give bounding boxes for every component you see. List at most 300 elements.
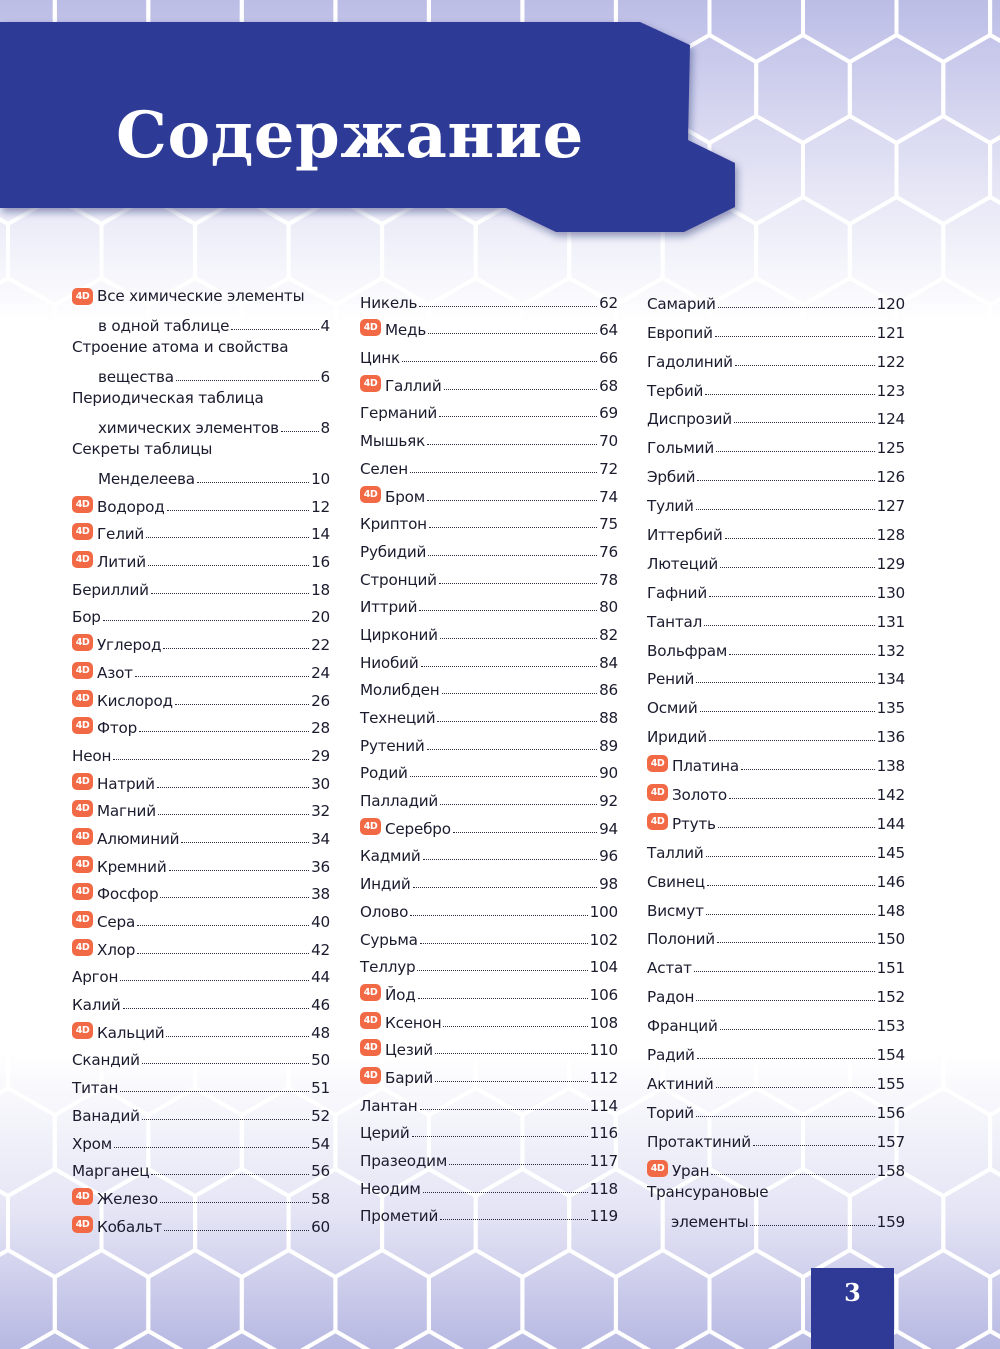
toc-entry[interactable] (647, 775, 905, 804)
toc-entry-label: Бериллий (72, 580, 149, 599)
4d-badge-icon: 4D (647, 755, 668, 772)
dot-leader (428, 333, 597, 334)
toc-entry-label: Торий (647, 1103, 694, 1122)
toc-entry-label: Кальций (97, 1023, 165, 1042)
dot-leader (120, 1091, 309, 1092)
toc-entry[interactable] (647, 457, 905, 486)
toc-entry-label: Хлор (97, 940, 136, 959)
toc-entry[interactable] (72, 765, 330, 793)
toc-page-number: 123 (876, 381, 905, 400)
4d-badge-icon: 4D (72, 634, 93, 651)
toc-entry[interactable] (72, 654, 330, 682)
hexagon-shape (0, 1088, 55, 1196)
toc-entry[interactable] (647, 313, 905, 342)
toc-page-number: 88 (599, 709, 618, 727)
toc-entry[interactable] (360, 312, 618, 340)
toc-entry[interactable] (72, 793, 330, 821)
toc-entry[interactable] (72, 599, 330, 627)
toc-page-number: 40 (311, 913, 330, 931)
toc-page-number: 136 (876, 728, 905, 747)
toc-page-number: 92 (599, 792, 618, 811)
toc-entry-line (72, 386, 330, 410)
toc-entry[interactable] (647, 717, 905, 746)
toc-entry[interactable] (647, 688, 905, 717)
toc-entry[interactable] (647, 660, 905, 689)
toc-entry-label: Алюминий (97, 829, 180, 848)
hexagon-shape (990, 602, 1000, 710)
toc-entry[interactable] (647, 602, 905, 631)
toc-entry-line (72, 308, 330, 335)
toc-entry-label: Золото (672, 786, 727, 805)
toc-entry[interactable] (72, 284, 330, 335)
4d-badge-icon: 4D (72, 690, 93, 707)
toc-entry-label: Таллий (647, 843, 704, 862)
dot-leader (157, 787, 309, 788)
hexagon-shape (289, 1331, 383, 1349)
toc-entry-label: Мышьяк (360, 432, 426, 451)
toc-entry[interactable] (72, 626, 330, 654)
toc-page-number: 138 (876, 757, 905, 776)
dot-leader (420, 1109, 588, 1110)
toc-entry[interactable] (360, 450, 618, 478)
toc-entry[interactable] (72, 571, 330, 599)
toc-entry-label: Платина (672, 757, 739, 776)
4d-badge-icon: 4D (72, 717, 93, 734)
toc-page-number: 58 (311, 1189, 330, 1208)
4d-badge-icon: 4D (72, 773, 93, 790)
toc-entry[interactable] (72, 386, 330, 437)
dot-leader (419, 610, 597, 611)
toc-entry-label: Актиний (647, 1074, 714, 1093)
hexagon-shape (990, 278, 1000, 386)
toc-entry-label: Уран (672, 1161, 710, 1180)
dot-leader (717, 942, 875, 943)
dot-leader (123, 1008, 310, 1009)
toc-entry[interactable] (647, 400, 905, 429)
dot-leader (176, 380, 319, 381)
4d-badge-icon: 4D (360, 1039, 381, 1056)
toc-entry[interactable] (360, 1142, 618, 1170)
toc-entry[interactable] (647, 1035, 905, 1064)
toc-entry-line (72, 335, 330, 359)
toc-entry-line (72, 461, 330, 488)
toc-entry-label: Тантал (647, 612, 703, 631)
toc-entry[interactable] (72, 437, 330, 488)
4d-badge-icon: 4D (360, 1012, 381, 1029)
hexagon-shape (522, 1250, 616, 1349)
hexagon-shape (897, 926, 991, 1034)
toc-entry-label: Фтор (97, 719, 138, 738)
toc-entry[interactable] (647, 804, 905, 833)
toc-entry-label: Медь (385, 321, 427, 340)
dot-leader (120, 980, 309, 981)
hexagon-shape (943, 845, 1000, 953)
toc-entry[interactable] (647, 428, 905, 457)
toc-page-number: 86 (599, 681, 618, 700)
toc-entry[interactable] (360, 893, 618, 921)
page-number: 3 (811, 1268, 894, 1349)
toc-entry[interactable] (72, 903, 330, 931)
toc-page-number: 127 (876, 497, 905, 516)
toc-entry-label: Осмий (647, 699, 698, 718)
toc-entry-label: Периодическая таблица (72, 389, 264, 407)
toc-entry[interactable] (72, 737, 330, 765)
toc-page-number: 14 (311, 525, 330, 544)
toc-entry-label: Титан (72, 1079, 119, 1098)
toc-entry-label: Менделеева (98, 470, 195, 488)
hexagon-shape (897, 602, 991, 710)
toc-page-number: 46 (311, 996, 330, 1015)
dot-leader (735, 365, 875, 366)
hexagon-shape (0, 1331, 8, 1349)
toc-entry-label: Ванадий (72, 1106, 140, 1125)
dot-leader (113, 759, 309, 760)
toc-page-number: 52 (311, 1106, 330, 1125)
toc-entry[interactable] (647, 631, 905, 660)
dot-leader (442, 693, 598, 694)
dot-leader (729, 654, 874, 655)
toc-page-number: 146 (876, 872, 905, 891)
toc-entry[interactable] (72, 710, 330, 738)
toc-entry[interactable] (360, 422, 618, 450)
dot-leader (444, 389, 598, 390)
dot-leader (410, 915, 587, 916)
toc-entry[interactable] (72, 1069, 330, 1097)
toc-entry[interactable] (360, 1115, 618, 1143)
toc-entry-label: Аргон (72, 968, 119, 987)
toc-entry-label: Свинец (647, 872, 705, 891)
hexagon-shape (476, 1331, 570, 1349)
toc-page-number: 126 (876, 468, 905, 487)
toc-page-number: 152 (876, 988, 905, 1007)
toc-entry[interactable] (72, 516, 330, 544)
dot-leader (181, 842, 309, 843)
4d-badge-icon: 4D (360, 1067, 381, 1084)
toc-entry[interactable] (647, 1151, 905, 1180)
toc-entry-label: Иттербий (647, 526, 723, 545)
dot-leader (175, 704, 309, 705)
dot-leader (429, 527, 597, 528)
toc-entry-label: Иттрий (360, 598, 418, 617)
4d-badge-icon: 4D (72, 496, 93, 513)
toc-entry-label: Бром (385, 487, 426, 506)
toc-entry[interactable] (647, 1093, 905, 1122)
dot-leader (423, 1192, 588, 1193)
toc-entry-label: Водород (97, 497, 165, 516)
toc-page-number: 60 (311, 1217, 330, 1236)
toc-entry[interactable] (647, 515, 905, 544)
dot-leader (142, 1063, 309, 1064)
toc-entry[interactable] (360, 1198, 618, 1226)
dot-leader (453, 832, 597, 833)
toc-entry[interactable] (360, 616, 618, 644)
toc-entry-label: Марганец (72, 1162, 150, 1181)
toc-entry-label: Рутений (360, 736, 425, 755)
4d-badge-icon: 4D (72, 1216, 93, 1233)
toc-entry-label: Секреты таблицы (72, 440, 213, 458)
toc-page-number: 154 (876, 1046, 905, 1065)
toc-page-number: 145 (876, 843, 905, 862)
hexagon-shape (0, 440, 55, 548)
toc-entry-label: Иридий (647, 728, 707, 747)
toc-entry[interactable] (360, 1087, 618, 1115)
toc-entry[interactable] (647, 746, 905, 775)
toc-entry[interactable] (72, 1208, 330, 1236)
toc-page-number: 54 (311, 1134, 330, 1153)
toc-page-number: 84 (599, 653, 618, 672)
toc-entry[interactable] (72, 1014, 330, 1042)
toc-page-number: 34 (311, 829, 330, 848)
toc-entry[interactable] (647, 891, 905, 920)
dot-leader (420, 943, 588, 944)
toc-entry-label: Радон (647, 988, 695, 1007)
toc-entry-label: Углерод (97, 636, 162, 655)
toc-entry[interactable] (360, 727, 618, 755)
4d-badge-icon: 4D (72, 883, 93, 900)
toc-entry[interactable] (72, 931, 330, 959)
toc-entry-label: Галлий (385, 376, 442, 395)
toc-page-number: 159 (876, 1212, 905, 1231)
dot-leader (114, 1147, 309, 1148)
toc-page-number: 50 (311, 1051, 330, 1070)
dot-leader (704, 625, 874, 626)
toc-entry-label: Рений (647, 670, 695, 689)
toc-entry[interactable] (360, 644, 618, 672)
toc-entry-label: Фосфор (97, 885, 159, 904)
toc-page-number: 44 (311, 968, 330, 987)
4d-badge-icon: 4D (72, 662, 93, 679)
toc-entry[interactable] (647, 977, 905, 1006)
toc-entry[interactable] (360, 1004, 618, 1032)
dot-leader (419, 306, 597, 307)
toc-entry[interactable] (72, 848, 330, 876)
toc-entry[interactable] (360, 339, 618, 367)
toc-entry[interactable] (647, 1064, 905, 1093)
toc-entry-line (647, 1204, 905, 1231)
toc-entry[interactable] (360, 589, 618, 617)
toc-entry[interactable] (647, 1006, 905, 1035)
toc-entry-label: Церий (360, 1124, 410, 1143)
toc-entry[interactable] (72, 1153, 330, 1181)
toc-entry[interactable] (72, 820, 330, 848)
hexagon-shape (943, 359, 1000, 467)
toc-entry[interactable] (360, 533, 618, 561)
4d-badge-icon: 4D (647, 784, 668, 801)
dot-leader (725, 538, 875, 539)
toc-entry-label: Висмут (647, 901, 704, 920)
hexagon-shape (897, 1088, 991, 1196)
toc-page-number: 62 (599, 293, 618, 312)
toc-page-number: 66 (599, 349, 618, 368)
toc-entry[interactable] (647, 1122, 905, 1151)
toc-column-1 (72, 284, 330, 1236)
toc-entry[interactable] (360, 1170, 618, 1198)
toc-entry-label: Натрий (97, 774, 155, 793)
toc-entry-label: Цинк (360, 349, 400, 368)
toc-page-number: 48 (311, 1023, 330, 1042)
hexagon-shape (195, 1331, 289, 1349)
toc-entry[interactable] (72, 488, 330, 516)
toc-entry[interactable] (647, 833, 905, 862)
toc-entry[interactable] (360, 478, 618, 506)
toc-entry[interactable] (72, 1042, 330, 1070)
toc-entry[interactable] (72, 986, 330, 1014)
toc-entry-label: Тулий (647, 497, 694, 516)
4d-badge-icon: 4D (72, 1188, 93, 1205)
toc-entry[interactable] (647, 862, 905, 891)
dot-leader (166, 1036, 309, 1037)
toc-page-number: 12 (311, 497, 330, 516)
toc-entry-label: Самарий (647, 294, 716, 313)
toc-entry[interactable] (647, 342, 905, 371)
toc-entry-label: Лантан (360, 1096, 418, 1115)
toc-entry[interactable] (360, 1032, 618, 1060)
toc-entry-label: Барий (385, 1068, 434, 1087)
dot-leader (734, 422, 875, 423)
toc-page-number: 78 (599, 570, 618, 589)
4d-badge-icon: 4D (72, 288, 93, 305)
dot-leader (418, 998, 588, 999)
toc-entry[interactable] (72, 1180, 330, 1208)
toc-page-number: 120 (876, 294, 905, 313)
dot-leader (700, 711, 875, 712)
dot-leader (427, 444, 597, 445)
toc-entry[interactable] (72, 335, 330, 386)
dot-leader (435, 1053, 588, 1054)
toc-entry[interactable] (360, 810, 618, 838)
toc-page-number: 10 (311, 470, 330, 488)
dot-leader (148, 565, 309, 566)
toc-entry-label: Магний (97, 802, 156, 821)
dot-leader (427, 749, 597, 750)
hexagon-shape (382, 1331, 476, 1349)
toc-entry-label: Эрбий (647, 468, 696, 487)
toc-entry[interactable] (72, 876, 330, 904)
toc-entry[interactable] (360, 1059, 618, 1087)
dot-leader (412, 1136, 588, 1137)
toc-entry-line (72, 359, 330, 386)
toc-entry-label: Цезий (385, 1041, 433, 1060)
toc-entry[interactable] (72, 1097, 330, 1125)
toc-entry-label: Тербий (647, 381, 704, 400)
dot-leader (750, 1225, 874, 1226)
toc-entry[interactable] (360, 672, 618, 700)
toc-entry[interactable] (647, 920, 905, 949)
toc-entry[interactable] (360, 395, 618, 423)
toc-entry-label: Прометий (360, 1207, 439, 1226)
4d-badge-icon: 4D (360, 486, 381, 503)
toc-entry[interactable] (647, 371, 905, 400)
toc-entry[interactable] (647, 573, 905, 602)
toc-page-number: 100 (589, 902, 618, 921)
toc-entry[interactable] (647, 948, 905, 977)
toc-entry[interactable] (360, 782, 618, 810)
toc-entry[interactable] (647, 486, 905, 515)
dot-leader (160, 897, 309, 898)
toc-page-number: 30 (311, 774, 330, 793)
hexagon-shape (0, 926, 55, 1034)
toc-entry[interactable] (647, 284, 905, 313)
toc-page-number: 135 (876, 699, 905, 718)
dot-leader (440, 1219, 587, 1220)
4d-badge-icon: 4D (72, 1022, 93, 1039)
toc-entry[interactable] (360, 838, 618, 866)
hexagon-shape (616, 1250, 710, 1349)
toc-entry[interactable] (360, 506, 618, 534)
toc-entry-label: Кислород (97, 691, 173, 710)
dot-leader (720, 567, 875, 568)
toc-entry-line (72, 284, 330, 308)
dot-leader (729, 798, 875, 799)
toc-entry-label: Строение атома и свойства (72, 338, 289, 356)
toc-page-number: 69 (599, 404, 618, 423)
dot-leader (697, 480, 874, 481)
toc-entry[interactable] (360, 561, 618, 589)
dot-leader (705, 394, 874, 395)
dot-leader (163, 648, 309, 649)
toc-entry[interactable] (360, 284, 618, 312)
dot-leader (427, 500, 597, 501)
hexagon-shape (55, 1250, 149, 1349)
toc-entry-label: Неодим (360, 1179, 421, 1198)
toc-entry-label: Индий (360, 875, 411, 894)
toc-entry[interactable] (72, 543, 330, 571)
hexagon-shape (242, 1250, 336, 1349)
toc-page-number: 38 (311, 885, 330, 904)
toc-entry[interactable] (360, 976, 618, 1004)
toc-entry[interactable] (647, 544, 905, 573)
toc-page-number: 36 (311, 857, 330, 876)
toc-entry-label: Теллур (360, 958, 416, 977)
toc-entry[interactable] (72, 959, 330, 987)
toc-entry[interactable] (72, 1125, 330, 1153)
dot-leader (421, 666, 598, 667)
toc-entry[interactable] (360, 367, 618, 395)
toc-entry[interactable] (360, 921, 618, 949)
toc-entry[interactable] (360, 755, 618, 783)
toc-page-number: 121 (876, 323, 905, 342)
toc-entry[interactable] (360, 699, 618, 727)
toc-page-number: 110 (589, 1041, 618, 1060)
toc-entry-label: Неон (72, 746, 112, 765)
toc-entry-label: Все химические элементы (97, 287, 305, 305)
hexagon-shape (335, 1250, 429, 1349)
toc-page-number: 106 (589, 985, 618, 1004)
toc-page-number: 114 (589, 1096, 618, 1115)
toc-entry[interactable] (72, 682, 330, 710)
dot-leader (417, 970, 587, 971)
toc-entry-label: Калий (72, 996, 121, 1015)
toc-entry-line (72, 410, 330, 437)
toc-entry-label: Ниобий (360, 653, 419, 672)
hexagon-shape (102, 1331, 196, 1349)
dot-leader (197, 482, 309, 483)
toc-entry[interactable] (647, 1180, 905, 1231)
toc-page-number: 130 (876, 583, 905, 602)
toc-page-number: 51 (311, 1079, 330, 1098)
toc-page-number: 22 (311, 636, 330, 655)
dot-leader (410, 472, 597, 473)
dot-leader (718, 307, 875, 308)
toc-entry[interactable] (360, 865, 618, 893)
toc-entry-label: Европий (647, 323, 713, 342)
dot-leader (435, 1081, 588, 1082)
toc-page-number: 148 (876, 901, 905, 920)
toc-entry[interactable] (360, 949, 618, 977)
toc-entry-label: Никель (360, 293, 418, 312)
toc-page-number: 28 (311, 719, 330, 738)
toc-entry-label: Вольфрам (647, 641, 728, 660)
